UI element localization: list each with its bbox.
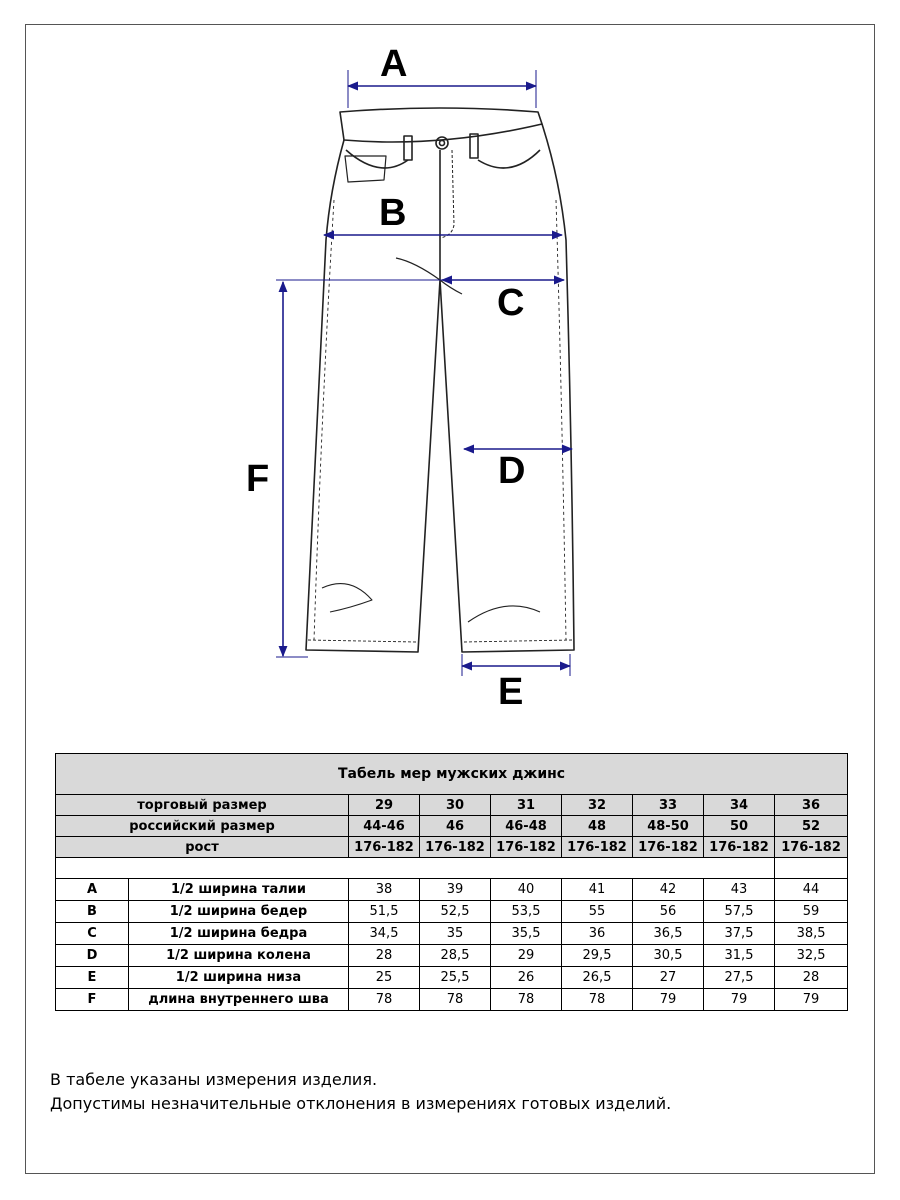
row-measure-name: 1/2 ширина низа — [129, 967, 349, 989]
table-cell: 78 — [562, 989, 633, 1011]
table-row — [56, 945, 848, 967]
header-cell: 176-182 — [562, 837, 633, 858]
table-cell: 59 — [775, 901, 848, 923]
table-cell: 27,5 — [704, 967, 775, 989]
header-cell: 46-48 — [491, 816, 562, 837]
row-measure-name: длина внутреннего шва — [129, 989, 349, 1011]
table-cell: 29,5 — [562, 945, 633, 967]
table-cell: 41 — [562, 879, 633, 901]
table-cell: 53,5 — [491, 901, 562, 923]
header-cell: 176-182 — [420, 837, 491, 858]
dimension-label-b: B — [379, 192, 407, 234]
notes-block — [50, 1068, 671, 1116]
table-cell: 79 — [704, 989, 775, 1011]
header-cell: 29 — [349, 795, 420, 816]
table-cell: 28 — [775, 967, 848, 989]
table-title: Табель мер мужских джинс — [56, 754, 848, 795]
table-cell: 42 — [633, 879, 704, 901]
table-cell: 78 — [491, 989, 562, 1011]
header-cell: 176-182 — [633, 837, 704, 858]
table-row — [56, 879, 848, 901]
table-cell: 56 — [633, 901, 704, 923]
table-cell: 28 — [349, 945, 420, 967]
spacer-row — [56, 858, 848, 879]
header-cell: 46 — [420, 816, 491, 837]
header-cell: 48-50 — [633, 816, 704, 837]
table-cell: 36 — [562, 923, 633, 945]
header-row-russian-size — [56, 816, 848, 837]
dimension-label-a: A — [380, 43, 408, 85]
row-letter: C — [56, 923, 129, 945]
row-letter: A — [56, 879, 129, 901]
note-line: В табеле указаны измерения изделия. — [50, 1070, 378, 1089]
row-letter: B — [56, 901, 129, 923]
note-line: Допустимы незначительные отклонения в измерениях готовых изделий. — [50, 1094, 672, 1113]
table-row — [56, 989, 848, 1011]
table-cell: 37,5 — [704, 923, 775, 945]
table-cell: 52,5 — [420, 901, 491, 923]
table-cell: 25,5 — [420, 967, 491, 989]
header-cell: 36 — [775, 795, 848, 816]
table-cell: 78 — [420, 989, 491, 1011]
table-cell: 79 — [633, 989, 704, 1011]
table-row — [56, 923, 848, 945]
table-cell: 51,5 — [349, 901, 420, 923]
header-label: торговый размер — [56, 795, 349, 816]
row-measure-name: 1/2 ширина колена — [129, 945, 349, 967]
table-cell: 29 — [491, 945, 562, 967]
table-cell: 31,5 — [704, 945, 775, 967]
table-cell: 38,5 — [775, 923, 848, 945]
row-letter: D — [56, 945, 129, 967]
header-label: рост — [56, 837, 349, 858]
table-cell: 43 — [704, 879, 775, 901]
table-cell: 26 — [491, 967, 562, 989]
header-cell: 48 — [562, 816, 633, 837]
table-cell: 39 — [420, 879, 491, 901]
size-table — [55, 753, 848, 1011]
table-cell: 55 — [562, 901, 633, 923]
table-cell: 36,5 — [633, 923, 704, 945]
header-cell: 33 — [633, 795, 704, 816]
header-cell: 31 — [491, 795, 562, 816]
header-cell: 52 — [775, 816, 848, 837]
row-letter: E — [56, 967, 129, 989]
dimension-label-d: D — [498, 450, 526, 492]
table-cell: 32,5 — [775, 945, 848, 967]
table-cell: 40 — [491, 879, 562, 901]
header-label: российский размер — [56, 816, 349, 837]
table-cell: 38 — [349, 879, 420, 901]
table-cell: 57,5 — [704, 901, 775, 923]
table-cell: 30,5 — [633, 945, 704, 967]
table-cell: 26,5 — [562, 967, 633, 989]
dimension-label-e: E — [498, 671, 524, 713]
header-cell: 32 — [562, 795, 633, 816]
table-cell: 34,5 — [349, 923, 420, 945]
row-measure-name: 1/2 ширина талии — [129, 879, 349, 901]
row-measure-name: 1/2 ширина бедра — [129, 923, 349, 945]
header-row-height — [56, 837, 848, 858]
header-cell: 50 — [704, 816, 775, 837]
dimension-label-f: F — [246, 458, 270, 500]
table-cell: 28,5 — [420, 945, 491, 967]
table-cell: 44 — [775, 879, 848, 901]
header-cell: 176-182 — [491, 837, 562, 858]
table-cell: 78 — [349, 989, 420, 1011]
jeans-outline — [306, 108, 574, 652]
header-row-trade-size — [56, 795, 848, 816]
header-cell: 30 — [420, 795, 491, 816]
table-cell: 35 — [420, 923, 491, 945]
table-row — [56, 901, 848, 923]
row-measure-name: 1/2 ширина бедер — [129, 901, 349, 923]
header-cell: 176-182 — [775, 837, 848, 858]
header-cell: 44-46 — [349, 816, 420, 837]
header-cell: 34 — [704, 795, 775, 816]
row-letter: F — [56, 989, 129, 1011]
table-cell: 27 — [633, 967, 704, 989]
table-row — [56, 967, 848, 989]
table-cell: 35,5 — [491, 923, 562, 945]
header-cell: 176-182 — [349, 837, 420, 858]
table-cell: 79 — [775, 989, 848, 1011]
header-cell: 176-182 — [704, 837, 775, 858]
table-cell: 25 — [349, 967, 420, 989]
dimension-label-c: C — [497, 282, 525, 324]
